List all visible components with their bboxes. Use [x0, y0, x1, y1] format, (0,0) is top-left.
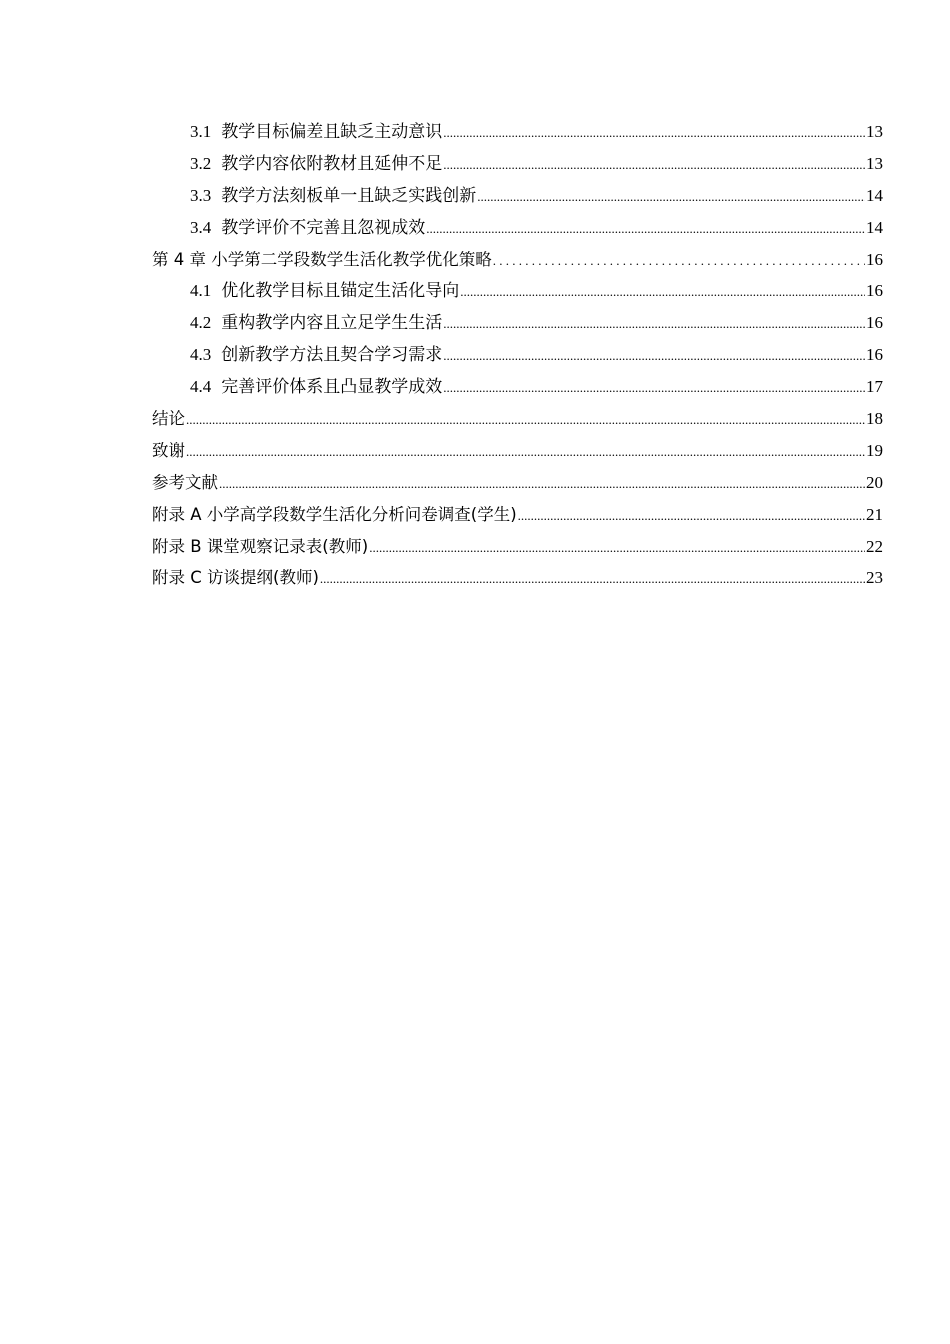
toc-entry-3-4[interactable]: [152, 212, 883, 244]
entry-title: 完善评价体系且凸显教学成效: [221, 377, 443, 397]
entry-title: 教学内容依附教材且延伸不足: [221, 153, 443, 173]
page-number: 16: [866, 313, 883, 333]
page-number: 16: [866, 249, 883, 269]
entry-title: 教学目标偏差且缺乏主动意识: [221, 122, 443, 141]
dot-leader: [518, 500, 865, 532]
dot-leader: [186, 404, 865, 436]
toc-entry-references[interactable]: [152, 467, 883, 499]
section-number: 3.4: [190, 217, 212, 237]
dot-leader: [443, 340, 865, 372]
entry-title: 教学方法刻板单一且缺乏实践创新: [221, 185, 477, 205]
entry-title: 附录 B 课堂观察记录表(教师): [152, 536, 369, 556]
chapter-title: 第 4 章 小学第二学段数学生活化教学优化策略: [152, 249, 492, 269]
dot-leader: [443, 149, 865, 181]
page-number: 17: [866, 377, 883, 397]
toc-entry-4-1[interactable]: [152, 275, 883, 307]
dot-leader: [460, 276, 865, 308]
dot-leader: [219, 468, 865, 500]
page-number: 19: [866, 440, 883, 460]
page-number: 14: [866, 185, 883, 205]
page-number: 21: [866, 504, 883, 524]
toc-entry-acknowledgements[interactable]: [152, 435, 883, 467]
entry-title: 附录 A 小学高学段数学生活化分析问卷调查(学生): [152, 504, 517, 524]
dot-leader: [477, 181, 865, 213]
toc-entry-3-1[interactable]: [152, 116, 883, 148]
entry-title: 创新教学方法且契合学习需求: [221, 345, 443, 365]
dot-leader: [443, 117, 865, 149]
entry-title: 结论: [152, 409, 185, 429]
toc-entry-4-4[interactable]: [152, 371, 883, 403]
section-number: 4.2: [190, 313, 212, 333]
dot-leader: [186, 436, 865, 468]
entry-title: 附录 C 访谈提纲(教师): [152, 568, 319, 588]
entry-title: 教学评价不完善且忽视成效: [221, 217, 426, 237]
toc-entry-conclusion[interactable]: [152, 403, 883, 435]
page-number: 18: [866, 409, 883, 429]
page-number: 23: [866, 568, 883, 588]
page-number: 22: [866, 536, 883, 556]
section-number: 4.1: [190, 281, 212, 301]
page-number: 20: [866, 472, 883, 492]
section-number: 3.3: [190, 185, 212, 205]
page-number: 14: [866, 217, 883, 237]
section-number: 3.1: [190, 122, 212, 141]
entry-title: 重构教学内容且立足学生生活: [221, 313, 443, 333]
dot-leader: [443, 308, 865, 340]
section-number: 4.3: [190, 345, 212, 365]
dot-leader: [443, 372, 865, 404]
table-of-contents: [152, 116, 883, 594]
toc-entry-appendix-b[interactable]: [152, 531, 883, 563]
toc-entry-3-2[interactable]: [152, 148, 883, 180]
section-number: 4.4: [190, 377, 212, 397]
toc-entry-4-3[interactable]: [152, 339, 883, 371]
dot-leader: [320, 563, 865, 595]
toc-entry-chapter-4[interactable]: [152, 244, 883, 276]
page-number: 16: [866, 281, 883, 301]
entry-title: 参考文献: [152, 472, 218, 492]
entry-title: 致谢: [152, 440, 185, 460]
dot-leader: [426, 213, 865, 245]
section-number: 3.2: [190, 153, 212, 173]
toc-entry-4-2[interactable]: [152, 307, 883, 339]
toc-entry-3-3[interactable]: [152, 180, 883, 212]
page-number: 16: [866, 345, 883, 365]
toc-entry-appendix-c[interactable]: [152, 562, 883, 594]
toc-entry-appendix-a[interactable]: [152, 499, 883, 531]
dot-leader: [369, 532, 865, 564]
dot-leader: [493, 245, 865, 277]
page-number: 13: [866, 153, 883, 173]
page-number: 13: [866, 122, 883, 141]
entry-title: 优化教学目标且锚定生活化导向: [221, 281, 460, 301]
